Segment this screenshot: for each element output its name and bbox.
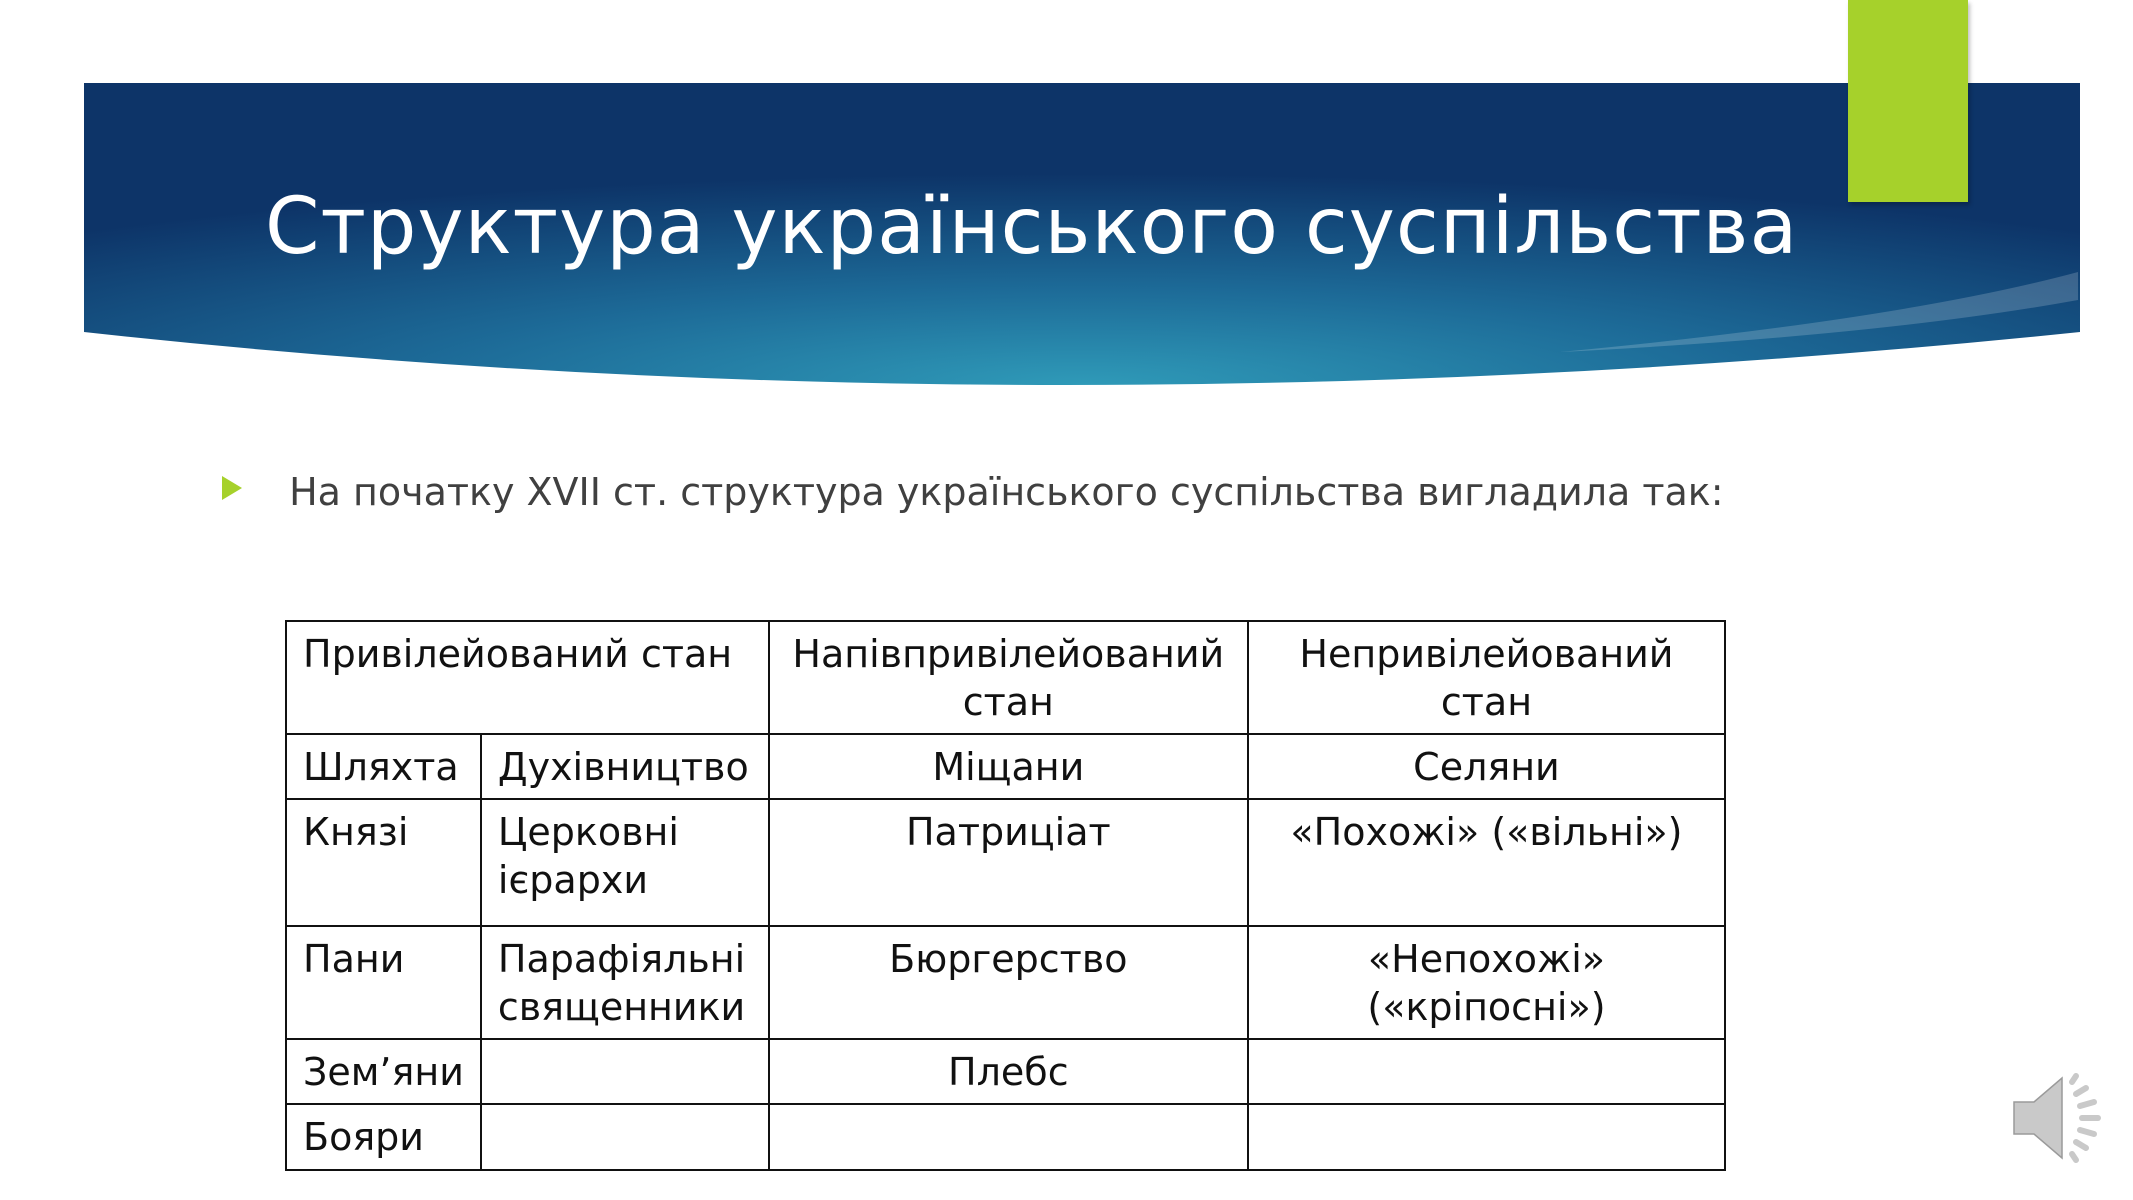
subheader-nobility: Шляхта xyxy=(286,734,481,799)
table-header-row xyxy=(286,621,1725,734)
cell-clergy xyxy=(481,1039,769,1104)
cell-townspeople xyxy=(769,1104,1248,1170)
table-row xyxy=(286,926,1725,1039)
cell-townspeople: Бюргерство xyxy=(769,926,1248,1039)
bullet-arrow-icon xyxy=(222,476,242,500)
subheader-peasants: Селяни xyxy=(1248,734,1725,799)
cell-clergy: Парафіяльні священники xyxy=(481,926,769,1039)
header-non-privileged: Непривілейований стан xyxy=(1248,621,1725,734)
bullet-item xyxy=(222,470,1724,514)
accent-bar xyxy=(1848,0,1968,202)
header-semi-privileged: Напівпривілейований стан xyxy=(769,621,1248,734)
table-subheader-row xyxy=(286,734,1725,799)
cell-peasants xyxy=(1248,1104,1725,1170)
table-row xyxy=(286,1104,1725,1170)
slide-title: Структура українського суспільства xyxy=(265,182,1799,272)
cell-peasants: «Непохожі» («кріпосні») xyxy=(1248,926,1725,1039)
cell-clergy xyxy=(481,1104,769,1170)
society-structure-table xyxy=(285,620,1726,1171)
cell-clergy: Церковні ієрархи xyxy=(481,799,769,926)
table-row xyxy=(286,1039,1725,1104)
cell-nobility: Зем’яни xyxy=(286,1039,481,1104)
speaker-icon[interactable] xyxy=(2010,1068,2120,1168)
subheader-clergy: Духівництво xyxy=(481,734,769,799)
table-row xyxy=(286,799,1725,926)
cell-peasants xyxy=(1248,1039,1725,1104)
subheader-townspeople: Міщани xyxy=(769,734,1248,799)
cell-peasants: «Похожі» («вільні») xyxy=(1248,799,1725,926)
cell-nobility: Князі xyxy=(286,799,481,926)
cell-nobility: Бояри xyxy=(286,1104,481,1170)
header-privileged: Привілейований стан xyxy=(286,621,769,734)
cell-townspeople: Плебс xyxy=(769,1039,1248,1104)
cell-nobility: Пани xyxy=(286,926,481,1039)
cell-townspeople: Патриціат xyxy=(769,799,1248,926)
bullet-text: На початку XVII ст. структура українського суспільства вигладила так: xyxy=(289,470,1724,514)
